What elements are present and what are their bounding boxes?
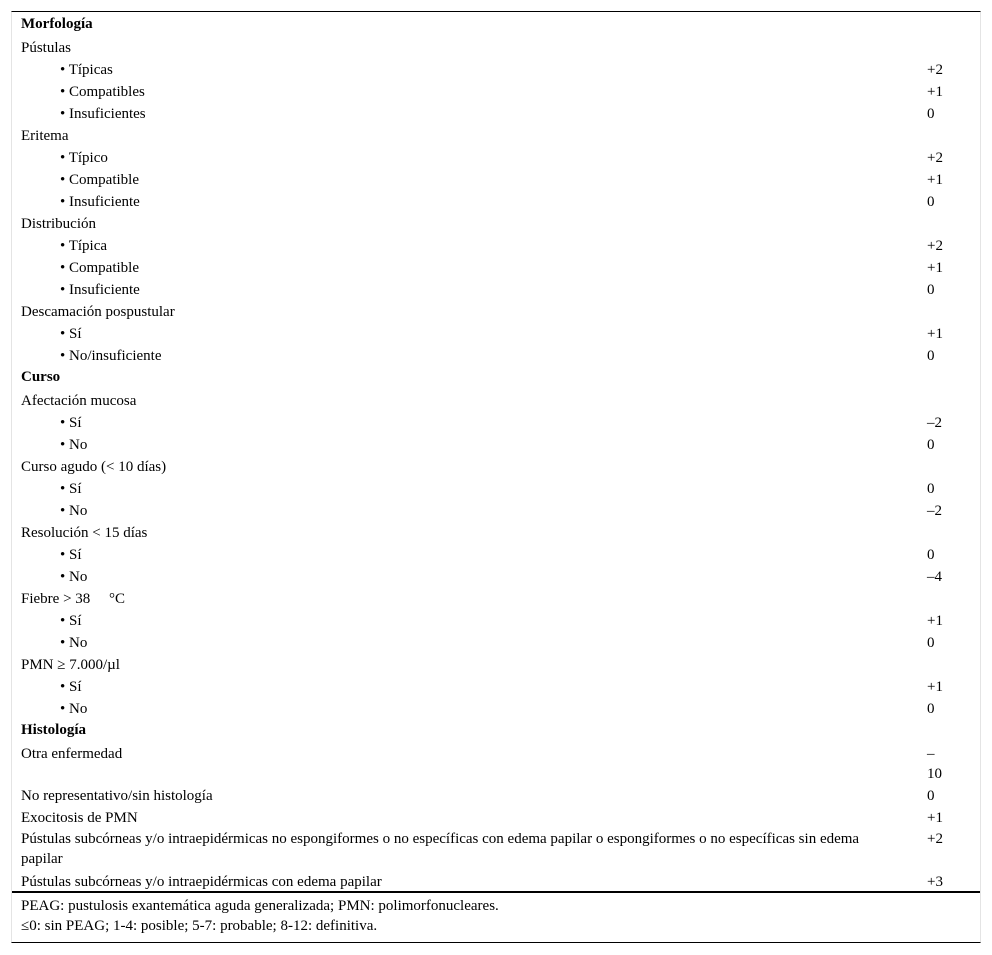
score-value: 0 — [927, 481, 935, 497]
table-row — [12, 432, 980, 454]
table-row — [12, 299, 980, 321]
table-row — [12, 586, 980, 608]
score-value: 0 — [927, 106, 935, 122]
score-value: 0 — [927, 194, 935, 210]
table-row — [12, 211, 980, 233]
table-row — [12, 454, 980, 476]
section-heading: Morfología — [21, 16, 93, 32]
table-row — [12, 652, 980, 674]
table-row — [12, 321, 980, 343]
score-value — [927, 744, 967, 784]
criterion-label: • Sí — [60, 547, 82, 563]
criterion-label: Eritema — [21, 128, 69, 144]
score-value: +1 — [927, 84, 943, 100]
table-row — [12, 542, 980, 564]
criterion-label: • Sí — [60, 613, 82, 629]
table-row — [12, 388, 980, 410]
footnote-abbreviations: PEAG: pustulosis exantemática aguda generalizada; PMN: polimorfonucleares. — [21, 898, 499, 914]
criterion-label: • Sí — [60, 679, 82, 695]
table-row — [12, 145, 980, 167]
criterion-label: Pústulas subcórneas y/o intraepidérmicas no espongiformes o no específicas con edema papilar o espongiformes o no específicas sin edema papilar — [21, 831, 860, 867]
criterion-label: • Insuficientes — [60, 106, 146, 122]
criterion-label: • No/insuficiente — [60, 348, 162, 364]
table-row — [12, 520, 980, 542]
score-value: +2 — [927, 150, 943, 166]
table-row — [12, 805, 980, 827]
criterion-label: • Sí — [60, 481, 82, 497]
criterion-label: • Típico — [60, 150, 108, 166]
criterion-label: Afectación mucosa — [21, 393, 137, 409]
criterion-label: • No — [60, 569, 88, 585]
table-row — [12, 608, 980, 630]
criterion-label: Fiebre > 38 °C — [21, 591, 126, 607]
table-row — [12, 189, 980, 211]
score-value-line: – — [927, 746, 935, 762]
criterion-label: • Compatible — [60, 260, 139, 276]
table-row — [12, 869, 980, 891]
table-row — [12, 167, 980, 189]
criterion-label: Pústulas — [21, 40, 72, 56]
footnote-interpretation: ≤0: sin PEAG; 1-4: posible; 5-7: probable; 8-12: definitiva. — [21, 918, 378, 934]
table-row — [12, 57, 980, 79]
score-value-line: 10 — [927, 766, 942, 782]
section-heading-row — [12, 718, 980, 741]
criterion-label: Resolución < 15 días — [21, 525, 148, 541]
score-value: –2 — [927, 415, 942, 431]
scoring-table — [11, 11, 981, 943]
section-heading: Curso — [21, 369, 61, 385]
section-heading-row — [12, 12, 980, 35]
criterion-label: • No — [60, 437, 88, 453]
table-body — [12, 12, 980, 891]
criterion-label: • No — [60, 503, 88, 519]
score-value: +2 — [927, 831, 943, 847]
table-footnotes — [12, 891, 980, 942]
table-row — [12, 564, 980, 586]
criterion-label: • Insuficiente — [60, 194, 140, 210]
table-row — [12, 101, 980, 123]
score-value: 0 — [927, 282, 935, 298]
table-row — [12, 410, 980, 432]
score-value: +1 — [927, 172, 943, 188]
score-value: +1 — [927, 613, 943, 629]
criterion-label: Descamación pospustular — [21, 304, 175, 320]
criterion-label: PMN ≥ 7.000/µl — [21, 657, 120, 673]
table-row — [12, 79, 980, 101]
criterion-label: • Sí — [60, 326, 82, 342]
score-value: 0 — [927, 788, 935, 804]
score-value: +1 — [927, 260, 943, 276]
table-row — [12, 277, 980, 299]
table-row — [12, 476, 980, 498]
criterion-label: • No — [60, 701, 88, 717]
criterion-label: Exocitosis de PMN — [21, 810, 138, 826]
criterion-label: • Insuficiente — [60, 282, 140, 298]
score-value: 0 — [927, 635, 935, 651]
table-row — [12, 827, 980, 869]
score-value: +1 — [927, 326, 943, 342]
section-heading: Histología — [21, 722, 87, 738]
score-value: 0 — [927, 348, 935, 364]
score-value: 0 — [927, 547, 935, 563]
score-value: –2 — [927, 503, 942, 519]
criterion-label: • Típicas — [60, 62, 113, 78]
criterion-label: • Compatible — [60, 172, 139, 188]
criterion-label: No representativo/sin histología — [21, 788, 213, 804]
table-row — [12, 696, 980, 718]
criterion-label: • Compatibles — [60, 84, 145, 100]
criterion-label: • No — [60, 635, 88, 651]
criterion-label: Pústulas subcórneas y/o intraepidérmicas con edema papilar — [21, 874, 382, 890]
criterion-label: Curso agudo (< 10 días) — [21, 459, 167, 475]
score-value: –4 — [927, 569, 942, 585]
score-value: +1 — [927, 679, 943, 695]
table-row — [12, 35, 980, 57]
criterion-label: Otra enfermedad — [21, 746, 123, 762]
table-row — [12, 674, 980, 696]
table-row — [12, 255, 980, 277]
score-value: 0 — [927, 701, 935, 717]
score-value: +2 — [927, 62, 943, 78]
score-value: 0 — [927, 437, 935, 453]
table-row — [12, 630, 980, 652]
table-row — [12, 233, 980, 255]
criterion-label: • Típica — [60, 238, 108, 254]
criterion-label: Distribución — [21, 216, 96, 232]
table-row — [12, 783, 980, 805]
section-heading-row — [12, 365, 980, 388]
score-value: +1 — [927, 810, 943, 826]
table-row — [12, 498, 980, 520]
table-row — [12, 741, 980, 783]
table-row — [12, 123, 980, 145]
table-row — [12, 343, 980, 365]
score-value: +2 — [927, 238, 943, 254]
score-value: +3 — [927, 874, 943, 890]
criterion-label: • Sí — [60, 415, 82, 431]
